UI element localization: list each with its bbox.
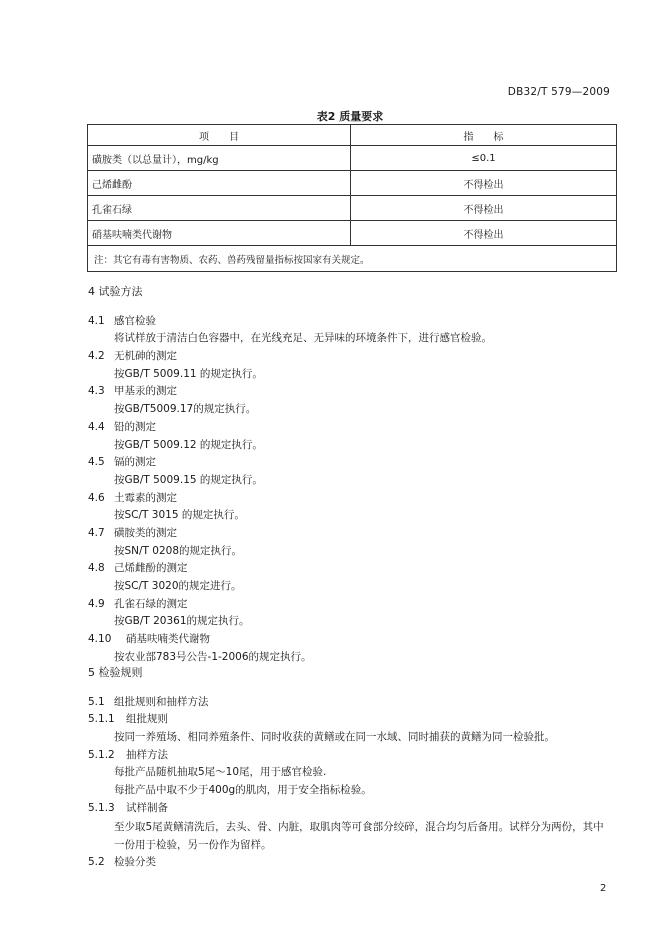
section-4 (88, 283, 608, 666)
table-row (88, 196, 617, 221)
row-item: 己烯雌酚 (88, 171, 351, 196)
row-value: 不得检出 (351, 221, 617, 246)
clause-4-1-heading: 4.1 感官检验 (88, 314, 156, 327)
clause-4-2-heading: 4.2 无机砷的测定 (88, 350, 177, 363)
document-code: DB32/T 579—2009 (507, 86, 610, 98)
clause-5-1-2-text-2: 每批产品中取不少于400g的肌肉，用于安全指标检验。 (114, 784, 372, 797)
clause-4-6-heading: 4.6 土霉素的测定 (88, 491, 177, 504)
clause-4-9-heading: 4.9 孔雀石绿的测定 (88, 597, 188, 610)
clause-5-1-3-heading: 5.1.3 试样制备 (88, 801, 168, 814)
clause-4-8-heading: 4.8 己烯雌酚的测定 (88, 562, 188, 575)
row-item: 磺胺类（以总量计），mg/kg (88, 146, 351, 171)
row-item: 孔雀石绿 (88, 196, 351, 221)
clause-4-5-text: 按GB/T 5009.15 的规定执行。 (114, 473, 263, 486)
table-caption: 表2 质量要求 (316, 110, 384, 123)
clause-4-4-text: 按GB/T 5009.12 的规定执行。 (114, 438, 263, 451)
clause-4-9-text: 按GB/T 20361的规定执行。 (114, 615, 250, 628)
clause-4-4-heading: 4.4 铅的测定 (88, 420, 156, 433)
row-value: 不得检出 (351, 196, 617, 221)
section-4-title: 4 试验方法 (88, 285, 143, 298)
table-note-row (88, 246, 617, 272)
clause-5-1-3-text: 至少取5尾黄鳝清洗后，去头、骨、内脏，取肌肉等可食部分绞碎，混合均匀后备用。试样分为两份，其中一份用于检验，另一份作为留样。 (114, 820, 604, 851)
row-value: 不得检出 (351, 171, 617, 196)
clause-4-8-text: 按SC/T 3020的规定进行。 (114, 580, 242, 592)
clause-5-1-1-heading: 5.1.1 组批规则 (88, 713, 168, 726)
row-item: 硝基呋喃类代谢物 (88, 221, 351, 246)
clause-4-7-heading: 4.7 磺胺类的测定 (88, 526, 177, 539)
table-row (88, 221, 617, 246)
clause-5-1-2-text-1: 每批产品随机抽取5尾～10尾，用于感官检验. (114, 766, 327, 779)
clause-4-10-heading: 4.10 硝基呋喃类代谢物 (88, 633, 210, 646)
header-item: 项 目 (88, 125, 351, 146)
clause-5-2-heading: 5.2 检验分类 (88, 855, 156, 868)
clause-4-3-heading: 4.3 甲基汞的测定 (88, 385, 177, 398)
clause-5-1-heading: 5.1 组批规则和抽样方法 (88, 695, 209, 708)
clause-4-5-heading: 4.5 镉的测定 (88, 456, 156, 469)
clause-4-6-text: 按SC/T 3015 的规定执行。 (114, 509, 245, 522)
section-5-title: 5 检验规则 (88, 666, 143, 679)
header-indicator: 指 标 (351, 125, 617, 146)
quality-requirements-table (87, 124, 617, 272)
clause-4-7-text: 按SN/T 0208的规定执行。 (114, 544, 243, 557)
clause-4-2-text: 按GB/T 5009.11 的规定执行。 (114, 367, 263, 380)
row-value: ≤0.1 (351, 146, 617, 171)
section-5 (88, 664, 608, 871)
clause-5-1-2-heading: 5.1.2 抽样方法 (88, 748, 168, 761)
clause-4-3-text: 按GB/T5009.17的规定执行。 (114, 403, 257, 416)
table-note: 注：其它有毒有害物质、农药、兽药残留量指标按国家有关规定。 (88, 246, 617, 272)
clause-4-1-text: 将试样放于清洁白色容器中，在光线充足、无异味的环境条件下，进行感官检验。 (114, 332, 492, 345)
clause-5-1-1-text: 按同一养殖场、相同养殖条件、同时收获的黄鳝或在同一水域、同时捕获的黄鳝为同一检验批。 (114, 731, 555, 744)
table-header-row (88, 125, 617, 146)
table-row (88, 146, 617, 171)
table-row (88, 171, 617, 196)
page-number: 2 (600, 883, 607, 894)
clause-4-10-text: 按农业部783号公告-1-2006的规定执行。 (114, 650, 312, 663)
